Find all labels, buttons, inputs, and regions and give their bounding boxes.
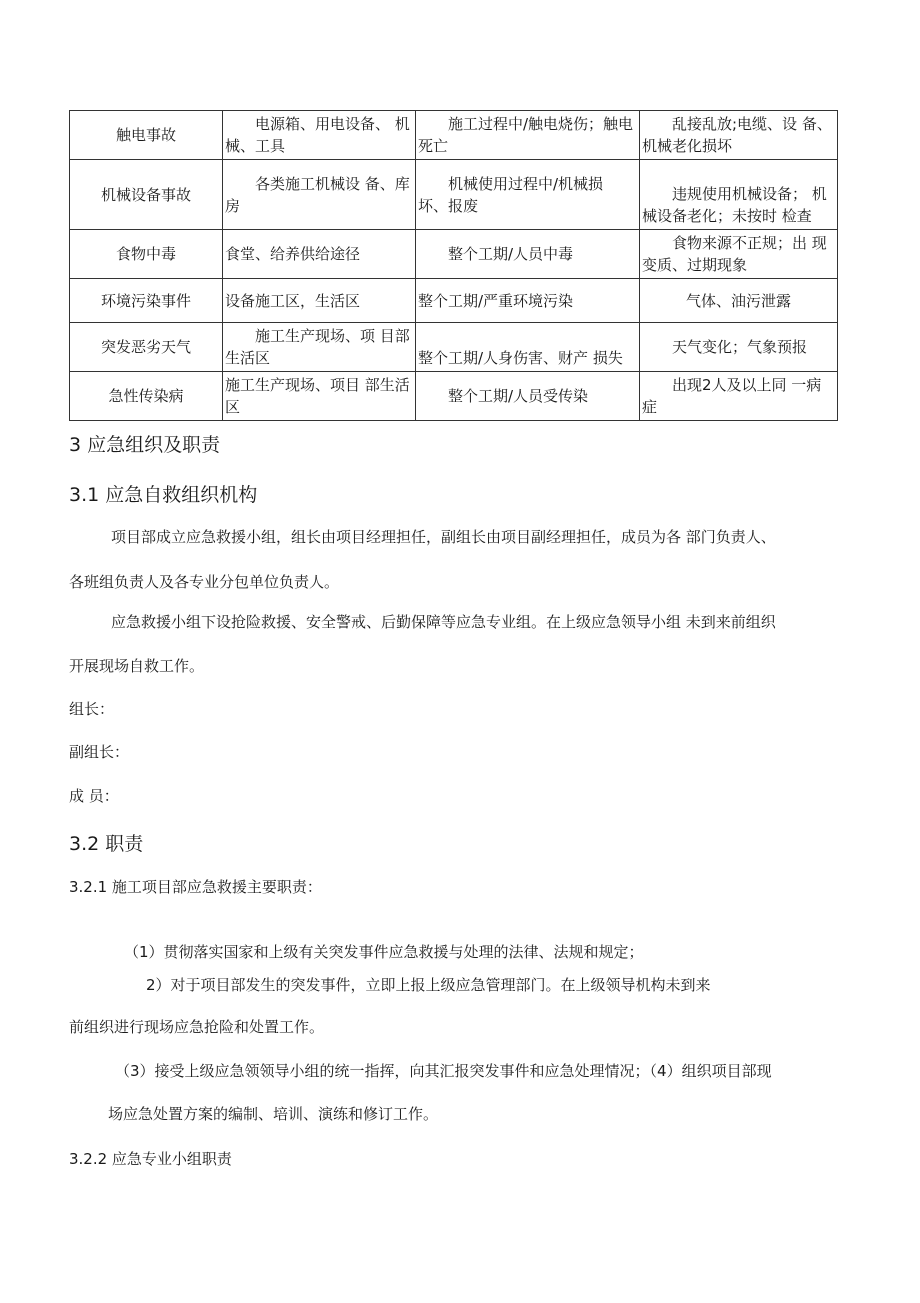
table-row — [70, 323, 838, 372]
paragraph-2 — [69, 600, 839, 644]
section-3-2-2-title: 3.2.2 应急专业小组职责 — [69, 1150, 232, 1168]
location-cell: 设备施工区，生活区 — [223, 279, 416, 323]
members-label: 成 员： — [69, 787, 119, 805]
event-cell: 食物中毒 — [70, 230, 223, 279]
table-row — [70, 279, 838, 323]
cause-cell: 天气变化；气象预报 — [640, 323, 838, 372]
section-3-2-1-title: 3.2.1 施工项目部应急救援主要职责： — [69, 878, 322, 896]
table-row — [70, 160, 838, 230]
section-3-title: 3 应急组织及职责 — [69, 434, 221, 456]
event-cell: 机械设备事故 — [70, 160, 223, 230]
event-cell: 触电事故 — [70, 111, 223, 160]
paragraph-2-line-2: 开展现场自救工作。 — [69, 657, 205, 675]
paragraph-1-line-2: 各班组负责人及各专业分包单位负责人。 — [69, 573, 340, 591]
cause-cell: 出现2人及以上同 一病症 — [640, 372, 838, 421]
hazard-table — [69, 110, 838, 421]
location-cell: 施工生产现场、项目 部生活区 — [223, 372, 416, 421]
duty-2-line-1: 2）对于项目部发生的突发事件，立即上报上级应急管理部门。在上级领导机构未到来 — [146, 976, 711, 994]
duty-2-line-2: 前组织进行现场应急抢险和处置工作。 — [69, 1018, 325, 1036]
phase-cell: 整个工期/人员中毒 — [416, 230, 640, 279]
cause-cell: 气体、油污泄露 — [640, 279, 838, 323]
location-cell: 电源箱、用电设备、 机械、工具 — [223, 111, 416, 160]
location-cell: 施工生产现场、项 目部生活区 — [223, 323, 416, 372]
duty-3-4-line-2: 场应急处置方案的编制、培训、演练和修订工作。 — [108, 1105, 439, 1123]
paragraph-2-line-1: 应急救援小组下设抢险救援、安全警戒、后勤保障等应急专业组。在上级应急领导小组 未到来前组织 — [111, 613, 776, 631]
event-cell: 突发恶劣天气 — [70, 323, 223, 372]
phase-cell: 整个工期/严重环境污染 — [416, 279, 640, 323]
vice-leader-label: 副组长： — [69, 743, 130, 761]
table-row — [70, 372, 838, 421]
table-row — [70, 230, 838, 279]
location-cell: 食堂、给养供给途径 — [223, 230, 416, 279]
phase-cell: 施工过程中/触电烧伤；触电死亡 — [416, 111, 640, 160]
cause-cell: 食物来源不正规；出 现变质、过期现象 — [640, 230, 838, 279]
section-3-1-title: 3.1 应急自救组织机构 — [69, 484, 258, 506]
event-cell: 环境污染事件 — [70, 279, 223, 323]
cause-cell: 乱接乱放;电缆、设 备、机械老化损坏 — [640, 111, 838, 160]
phase-cell: 整个工期/人员受传染 — [416, 372, 640, 421]
phase-cell: 整个工期/人身伤害、财产 损失 — [416, 323, 640, 372]
paragraph-1 — [69, 515, 839, 559]
paragraph-1-line-1: 项目部成立应急救援小组，组长由项目经理担任，副组长由项目副经理担任，成员为各 部门负责人、 — [111, 528, 776, 546]
event-cell: 急性传染病 — [70, 372, 223, 421]
leader-label: 组长： — [69, 700, 115, 718]
phase-cell: 机械使用过程中/机械损 坏、报废 — [416, 160, 640, 230]
cause-cell: 违规使用机械设备； 机械设备老化；未按时 检查 — [640, 160, 838, 230]
section-3-2-title: 3.2 职责 — [69, 833, 144, 855]
duty-3-4-line-1: （3）接受上级应急领领导小组的统一指挥，向其汇报突发事件和应急处理情况；（4）组织项目部现 — [115, 1062, 772, 1080]
location-cell: 各类施工机械设 备、库房 — [223, 160, 416, 230]
duty-1: （1）贯彻落实国家和上级有关突发事件应急救援与处理的法律、法规和规定； — [124, 943, 644, 961]
table-row — [70, 111, 838, 160]
